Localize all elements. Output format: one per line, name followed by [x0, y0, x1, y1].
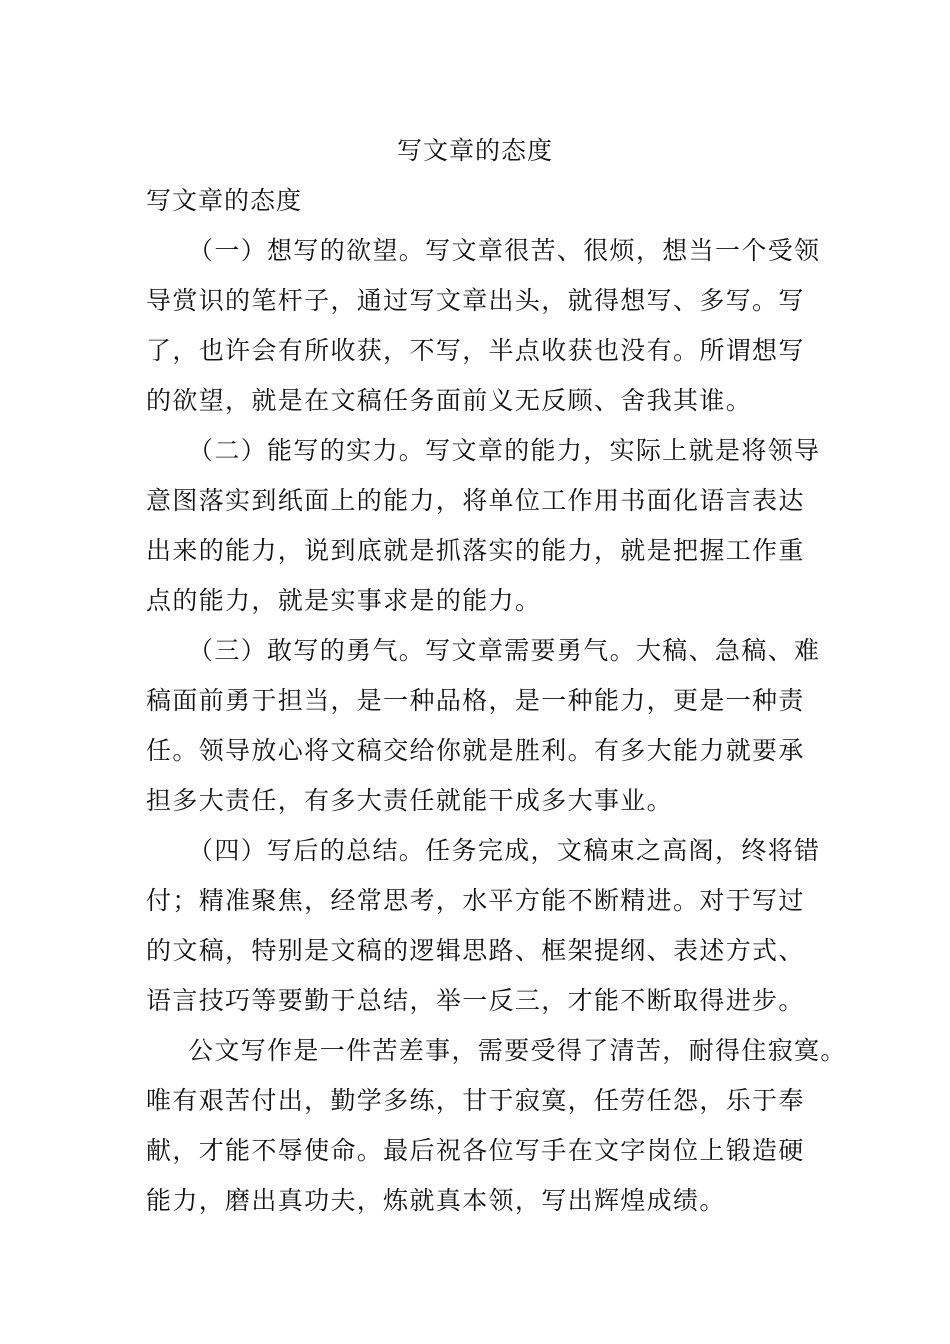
paragraph-3-line-2: 稿面前勇于担当，是一种品格，是一种能力，更是一种责: [146, 686, 805, 715]
document-heading: 写文章的态度: [146, 186, 303, 215]
paragraph-1-line-1: （一）想写的欲望。写文章很苦、很烦，想当一个受领: [188, 236, 821, 265]
paragraph-4-line-1: （四）写后的总结。任务完成，文稿束之高阁，终将错: [188, 836, 821, 865]
paragraph-2-line-1: （二）能写的实力。写文章的能力，实际上就是将领导: [188, 436, 821, 465]
paragraph-1-line-3: 了，也许会有所收获，不写，半点收获也没有。所谓想写: [146, 336, 805, 365]
paragraph-5-line-4: 能力，磨出真功夫，炼就真本领，写出辉煌成绩。: [146, 1186, 726, 1215]
paragraph-1-line-4: 的欲望，就是在文稿任务面前义无反顾、舍我其谁。: [146, 386, 753, 415]
paragraph-5-line-2: 唯有艰苦付出，勤学多练，甘于寂寞，任劳任怨，乐于奉: [146, 1086, 805, 1115]
paragraph-4-line-2: 付；精准聚焦，经常思考，水平方能不断精进。对于写过: [146, 886, 805, 915]
paragraph-2-line-3: 出来的能力，说到底就是抓落实的能力，就是把握工作重: [146, 536, 805, 565]
paragraph-2-line-2: 意图落实到纸面上的能力，将单位工作用书面化语言表达: [146, 486, 805, 515]
paragraph-4-line-3: 的文稿，特别是文稿的逻辑思路、框架提纲、表述方式、: [146, 936, 805, 965]
paragraph-3-line-1: （三）敢写的勇气。写文章需要勇气。大稿、急稿、难: [188, 636, 821, 665]
paragraph-4-line-4: 语言技巧等要勤于总结，举一反三，才能不断取得进步。: [146, 986, 805, 1015]
paragraph-5-line-3: 献，才能不辱使命。最后祝各位写手在文字岗位上锻造硬: [146, 1136, 805, 1165]
document-title: 写文章的态度: [396, 136, 553, 165]
paragraph-5-line-1: 公文写作是一件苦差事，需要受得了清苦，耐得住寂寞。: [188, 1036, 847, 1065]
paragraph-1-line-2: 导赏识的笔杆子，通过写文章出头，就得想写、多写。写: [146, 286, 805, 315]
paragraph-3-line-4: 担多大责任，有多大责任就能干成多大事业。: [146, 786, 674, 815]
paragraph-3-line-3: 任。领导放心将文稿交给你就是胜利。有多大能力就要承: [146, 736, 805, 765]
paragraph-2-line-4: 点的能力，就是实事求是的能力。: [146, 586, 542, 615]
